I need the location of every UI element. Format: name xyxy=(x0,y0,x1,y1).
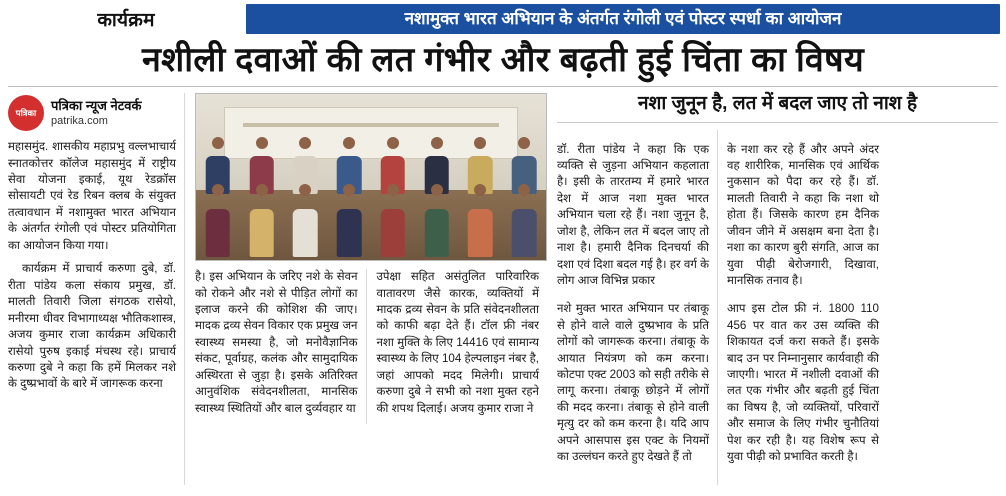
photo-people-front-row xyxy=(196,184,546,257)
paragraph: उपेक्षा सहित असंतुलित पारिवारिक वातावरण जैसे कारक, व्यक्तियों में मादक द्रव्य सेवन के प्रति संवेदनशीलता को काफी बढ़ा देते हैं। टॉल फ्री नंबर नशा मुक्ति के लिए 14416 एवं सामान्य स्वास्थ्य के लिए 104 हेल्पलाइन नंबर है, जहां आपको मदद मिलेगी। प्राचार्य करुणा दुबे ने सभी को नशा मुक्त रहने की शपथ दिलाई। अजय कुमार राजा ने xyxy=(376,270,539,415)
article-body xyxy=(8,93,998,485)
paragraph: है। इस अभियान के जरिए नशे के सेवन को रोकने और नशे से पीड़ित लोगों का इलाज करने की कोशिश की जाए। मादक द्रव्य सेवन विकार एक प्रमुख जन स्वास्थ्य समस्या है, जो मनोवैज्ञानिक संकट, पूर्वाग्रह, कलंक और सामुदायिक अस्थिरता से जुड़ा है। इसके अतिरिक्त आनुवंशिक संवेदनशीलता, मानसिक स्वास्थ्य स्थितियों और बाल दुर्व्यवहार या xyxy=(195,270,358,415)
paragraph: डॉ. रीता पांडेय ने कहा कि एक व्यक्ति से जुड़ना अभियान कहलाता है। इसी के तारतम्य में हमारे भारत देश में आज नशा मुक्त भारत अभियान चला रहे हैं। नशा जुनून है, जोश है, लेकिन लत में बदल जाए तो नाश है। हमारी दैनिक दिनचर्या की दशा एवं दिशा बदल गई है। हर वर्ग के लोग आज विभिन्न प्रकार xyxy=(557,142,709,288)
column-right-section xyxy=(557,93,998,485)
column-right-b xyxy=(727,130,879,485)
newspaper-page xyxy=(0,4,1006,496)
person xyxy=(202,184,234,257)
column-middle xyxy=(195,93,547,485)
person xyxy=(246,184,278,257)
column-three xyxy=(377,269,548,424)
person xyxy=(290,184,322,257)
masthead xyxy=(8,95,176,131)
website-url: patrika.com xyxy=(51,114,108,127)
paragraph: नशे मुक्त भारत अभियान पर तंबाकू से होने वाले वाले दुष्प्रभाव के प्रति लोगों को जागरूक करना। तंबाकू के आयात नियंत्रण को कम करना। कोटपा एक्ट 2003 को सही तरीके से लागू करना। तंबाकू छोड़ने में लोगों की मदद करना। तंबाकू से होने वाली मृत्यु दर को कम करना है। यदि आप अपने आसपास इस एक्ट के नियमों का उल्लंघन करते हुए देखते हैं तो xyxy=(557,302,709,464)
person xyxy=(377,184,409,257)
page-title: नशीली दवाओं की लत गंभीर और बढ़ती हुई चिंता का विषय xyxy=(142,41,864,79)
paragraph: कार्यक्रम में प्राचार्य करुणा दुबे, डॉ. रीता पांडेय कला संकाय प्रमुख, डॉ. मालती तिवारी जिला संगठक रासेयो, मनीरमा धीवर विभागाध्यक्ष भौतिकशास्त्र, अजय कुमार राजा कार्यक्रम अधिकारी रासेयो पुरुष इकाई मंचस्थ रहे। प्राचार्य करुणा दुबे ने कहा कि हमें मिलकर नशे के दुष्प्रभावों के बारे में जागरूक करना xyxy=(8,262,176,391)
headline-divider xyxy=(8,86,998,87)
paragraph: के नशा कर रहे हैं और अपने अंदर वह शारीरिक, मानसिक एवं आर्थिक नुकसान को पैदा कर रहे हैं। डॉ. मालती तिवारी ने कहा कि नशा थो होता हैं। जिसके कारण हम दैनिक जीवन जीने में असक्षम बना देता है। नशा का कारण बुरी संगति, आज का युवा पीढ़ी बेरोजगारी, दिखावा, मानसिक तनाव है। xyxy=(727,142,879,288)
masthead-text xyxy=(51,98,142,128)
sub-headline: नशा जुनून है, लत में बदल जाए तो नाश है xyxy=(637,93,918,115)
column-two xyxy=(195,269,367,424)
banner-headline: नशामुक्त भारत अभियान के अंतर्गत रंगोली एवं पोस्टर स्पर्धा का आयोजन xyxy=(246,4,1000,34)
top-bar xyxy=(6,4,1000,34)
paragraph: महासमुंद. शासकीय महाप्रभु वल्लभाचार्य स्नातकोत्तर कॉलेज महासमुंद में राष्ट्रीय सेवा योजना इकाई, यूथ रेडक्रॉस सोसायटी एवं रेड रिबन क्लब के संयुक्त तत्वावधान में नशामुक्त भारत अभियान के अंतर्गत रंगोली एवं पोस्टर प्रतियोगिता का आयोजन किया गया। xyxy=(8,140,176,252)
event-photo xyxy=(195,93,547,261)
section-kicker: कार्यक्रम xyxy=(97,10,155,31)
person xyxy=(421,184,453,257)
person xyxy=(465,184,497,257)
right-columns xyxy=(557,130,998,485)
column-left xyxy=(8,93,185,485)
column-right-a xyxy=(557,130,718,485)
person xyxy=(333,184,365,257)
network-name: पत्रिका न्यूज नेटवर्क xyxy=(51,98,142,114)
subhead-divider xyxy=(557,122,998,123)
paragraph: आप इस टोल फ्री नं. 1800 110 456 पर वात कर उस व्यक्ति की शिकायत दर्ज करा सकते हैं। इसके बाद उन पर निम्नानुसार कार्यवाही की जाएगी। भारत में नशीली दवाओं की लत एक गंभीर और बढ़ती हुई चिंता का विषय है, जो व्यक्तियों, परिवारों और समाज के लिए गंभीर चुनौतियां पेश कर रही है। यह विशेष रूप से युवा पीढ़ी को प्रभावित करती है। xyxy=(727,302,879,464)
patrika-logo: पत्रिका xyxy=(8,95,44,131)
person xyxy=(508,184,540,257)
